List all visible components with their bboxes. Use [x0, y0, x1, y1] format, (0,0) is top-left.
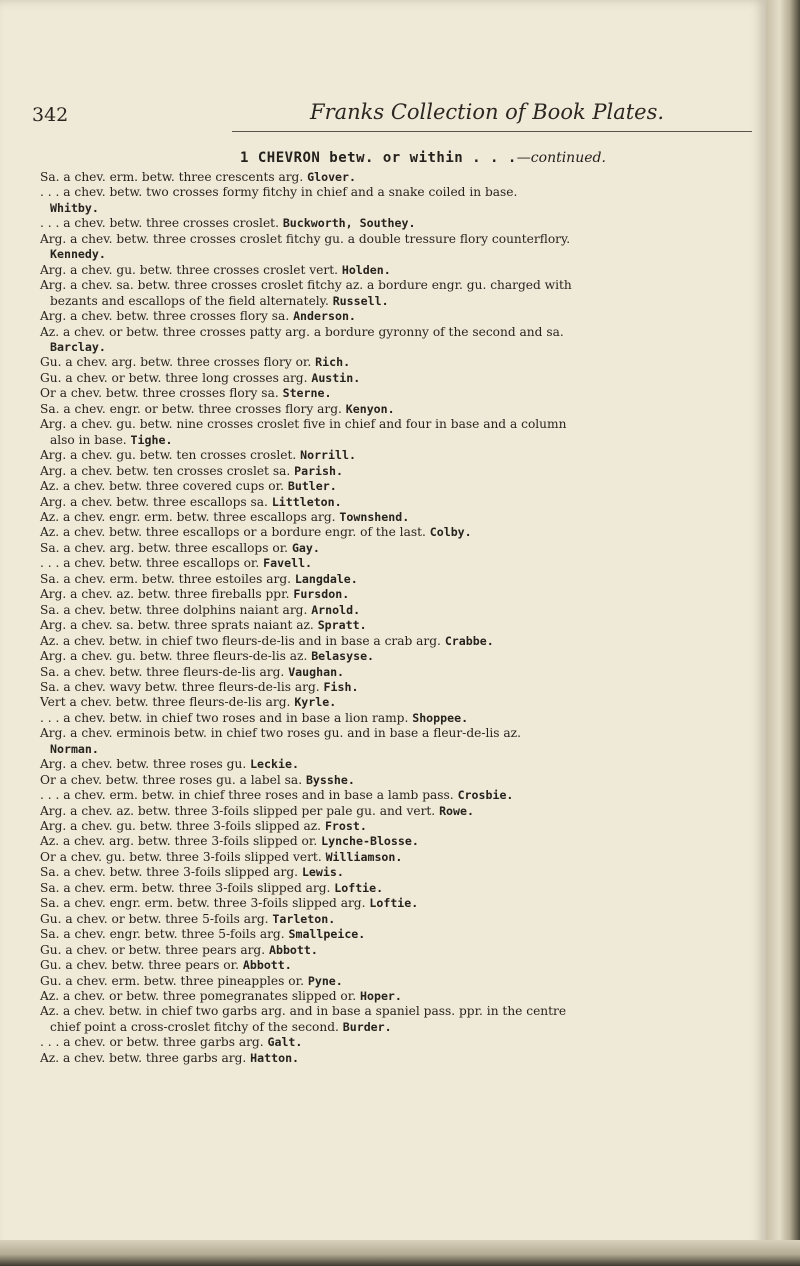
entry-name: Colby. — [429, 525, 472, 540]
entry-name: Favell. — [263, 556, 313, 571]
entry-blazon: Sa. a chev. engr. erm. betw. three 3-foils slipped arg. — [40, 896, 366, 911]
entry-name: Butler. — [287, 479, 337, 494]
entry-name: Bysshe. — [305, 772, 355, 787]
entry-blazon: Vert a chev. betw. three fleurs-de-lis arg. — [40, 695, 291, 710]
list-item — [40, 788, 758, 803]
entry-name: Rowe. — [439, 803, 474, 818]
entry-continuation — [40, 1020, 758, 1035]
entry-blazon: . . . a chev. or betw. three garbs arg. — [40, 1035, 264, 1050]
entry-name: Gay. — [291, 540, 320, 555]
entry-name: Lewis. — [301, 865, 344, 880]
entry-blazon: Gu. a chev. erm. betw. three pineapples or. — [40, 973, 304, 988]
entry-name: Rich. — [315, 355, 351, 370]
entry-blazon: Arg. a chev. betw. ten crosses croslet sa. — [40, 463, 291, 478]
list-item — [40, 263, 758, 278]
entry-name: Austin. — [311, 370, 361, 385]
entry-blazon: Or a chev. betw. three crosses flory sa. — [40, 386, 279, 401]
list-item — [40, 603, 758, 618]
entry-name: Crabbe. — [444, 633, 494, 648]
entry-blazon: . . . a chev. betw. three escallops or. — [40, 556, 260, 571]
entry-name: Buckworth, Southey. — [282, 216, 416, 231]
list-item — [40, 402, 758, 417]
entry-blazon-continued: chief point a cross-croslet fitchy of the second. — [50, 1019, 339, 1034]
entry-blazon: . . . a chev. betw. three crosses croslet. — [40, 216, 279, 231]
list-item — [40, 309, 758, 324]
entry-blazon: Arg. a chev. az. betw. three 3-foils slipped per pale gu. and vert. — [40, 803, 436, 818]
entry-blazon: Arg. a chev. gu. betw. three fleurs-de-lis az. — [40, 649, 308, 664]
entry-blazon: . . . a chev. betw. in chief two roses and in base a lion ramp. — [40, 710, 409, 725]
list-item — [40, 232, 758, 263]
list-item — [40, 1035, 758, 1050]
list-item — [40, 974, 758, 989]
list-item — [40, 278, 758, 309]
entry-continuation — [40, 433, 758, 448]
list-item — [40, 541, 758, 556]
entry-name: Arnold. — [311, 602, 361, 617]
entry-name: Norrill. — [300, 448, 356, 463]
entry-blazon: Az. a chev. betw. three escallops or a bordure engr. of the last. — [40, 525, 426, 540]
entry-continuation — [40, 340, 758, 355]
entry-name: Parish. — [294, 463, 343, 478]
list-item — [40, 556, 758, 571]
entry-blazon: Az. a chev. betw. three garbs arg. — [40, 1050, 247, 1065]
entry-blazon: Arg. a chev. sa. betw. three crosses croslet fitchy az. a bordure engr. gu. charged with — [40, 278, 572, 293]
list-item — [40, 386, 758, 401]
entry-blazon: Arg. a chev. betw. three crosses flory sa. — [40, 309, 290, 324]
entry-name: Sterne. — [282, 386, 332, 401]
entry-list — [40, 170, 758, 1066]
entry-blazon: Arg. a chev. betw. three roses gu. — [40, 757, 247, 772]
entry-name: Anderson. — [293, 309, 356, 324]
entry-blazon: Arg. a chev. gu. betw. nine crosses croslet five in chief and four in base and a column — [40, 417, 567, 432]
entry-blazon: Az. a chev. engr. erm. betw. three escallops arg. — [40, 509, 336, 524]
entry-name: Vaughan. — [288, 664, 345, 679]
list-item — [40, 912, 758, 927]
entry-blazon: Gu. a chev. or betw. three 5-foils arg. — [40, 911, 269, 926]
entry-blazon: Gu. a chev. arg. betw. three crosses flory or. — [40, 355, 312, 370]
list-item — [40, 695, 758, 710]
list-item — [40, 525, 758, 540]
entry-continuation — [40, 294, 758, 309]
entry-blazon-continued: bezants and escallops of the field alternately. — [50, 293, 329, 308]
entry-blazon: Sa. a chev. erm. betw. three 3-foils slipped arg. — [40, 880, 331, 895]
entry-name: Hatton. — [250, 1050, 300, 1065]
entry-name: Frost. — [324, 819, 367, 834]
list-item — [40, 371, 758, 386]
list-item — [40, 850, 758, 865]
list-item — [40, 649, 758, 664]
entry-name: Tighe. — [130, 432, 173, 447]
list-item — [40, 510, 758, 525]
entry-continuation — [40, 742, 758, 757]
list-item — [40, 479, 758, 494]
list-item — [40, 216, 758, 231]
list-item — [40, 1004, 758, 1035]
entry-name: Lynche-Blosse. — [321, 834, 419, 849]
list-item — [40, 587, 758, 602]
entry-continuation — [40, 201, 758, 216]
entry-blazon: Or a chev. gu. betw. three 3-foils slipped vert. — [40, 849, 322, 864]
entry-name: Williamson. — [325, 849, 403, 864]
entry-name: Russell. — [332, 293, 389, 308]
entry-blazon: Sa. a chev. betw. three 3-foils slipped arg. — [40, 865, 299, 880]
entry-blazon: Gu. a chev. or betw. three pears arg. — [40, 942, 266, 957]
page-edge-right — [766, 0, 800, 1266]
running-title: Franks Collection of Book Plates. — [310, 100, 665, 124]
list-item — [40, 355, 758, 370]
entry-blazon: Arg. a chev. betw. three escallops sa. — [40, 494, 268, 509]
entry-blazon: Or a chev. betw. three roses gu. a label sa. — [40, 772, 303, 787]
entry-blazon: Gu. a chev. betw. three pears or. — [40, 958, 239, 973]
entry-blazon: Sa. a chev. betw. three dolphins naiant arg. — [40, 602, 308, 617]
entry-name: Abbott. — [268, 942, 318, 957]
entry-blazon: Az. a chev. betw. three covered cups or. — [40, 479, 284, 494]
entry-name: Burder. — [342, 1019, 392, 1034]
entry-name: Spratt. — [317, 618, 367, 633]
entry-blazon: Sa. a chev. erm. betw. three estoiles arg. — [40, 571, 292, 586]
entry-blazon: Az. a chev. betw. in chief two fleurs-de-lis and in base a crab arg. — [40, 633, 441, 648]
entry-name: Whitby. — [50, 200, 99, 215]
section-heading — [240, 150, 606, 166]
entry-name: Belasyse. — [311, 649, 375, 664]
list-item — [40, 819, 758, 834]
list-item — [40, 495, 758, 510]
entry-blazon: Az. a chev. or betw. three crosses patty arg. a bordure gyronny of the second and sa. — [40, 324, 564, 339]
entry-name: Holden. — [341, 262, 391, 277]
entry-name: Townshend. — [339, 509, 410, 524]
entry-name: Shoppee. — [412, 710, 469, 725]
entry-name: Kennedy. — [50, 247, 106, 262]
list-item — [40, 865, 758, 880]
list-item — [40, 572, 758, 587]
entry-name: Kenyon. — [345, 401, 395, 416]
list-item — [40, 665, 758, 680]
entry-name: Loftie. — [334, 880, 384, 895]
list-item — [40, 958, 758, 973]
entry-name: Barclay. — [50, 339, 106, 354]
entry-blazon: Sa. a chev. engr. or betw. three crosses flory arg. — [40, 401, 342, 416]
page-number: 342 — [32, 104, 69, 126]
header-rule — [232, 131, 752, 132]
list-item — [40, 634, 758, 649]
list-item — [40, 1051, 758, 1066]
list-item — [40, 464, 758, 479]
entry-name: Kyrle. — [294, 695, 337, 710]
entry-blazon: Gu. a chev. or betw. three long crosses arg. — [40, 370, 308, 385]
list-item — [40, 896, 758, 911]
entry-blazon: Sa. a chev. engr. betw. three 5-foils arg. — [40, 927, 285, 942]
entry-blazon: . . . a chev. erm. betw. in chief three roses and in base a lamb pass. — [40, 788, 454, 803]
entry-blazon: Arg. a chev. gu. betw. ten crosses croslet. — [40, 448, 297, 463]
list-item — [40, 417, 758, 448]
entry-blazon: Arg. a chev. gu. betw. three 3-foils slipped az. — [40, 819, 322, 834]
entry-blazon: Sa. a chev. erm. betw. three crescents arg. — [40, 170, 304, 184]
entry-blazon-continued: also in base. — [50, 432, 127, 447]
entry-continuation — [40, 247, 758, 262]
entry-blazon: Az. a chev. betw. in chief two garbs arg. and in base a spaniel pass. ppr. in the centre — [40, 1004, 567, 1019]
entry-name: Littleton. — [271, 494, 342, 509]
entry-name: Leckie. — [250, 757, 299, 772]
list-item — [40, 757, 758, 772]
list-item — [40, 881, 758, 896]
section-heading-title: 1 CHEVRON betw. or within . . . — [240, 150, 517, 166]
page-header — [20, 100, 760, 130]
entry-blazon: . . . a chev. betw. two crosses formy fitchy in chief and a snake coiled in base. — [40, 185, 518, 200]
entry-blazon: Arg. a chev. sa. betw. three sprats naiant az. — [40, 618, 314, 633]
entry-blazon: Sa. a chev. arg. betw. three escallops or. — [40, 540, 289, 555]
list-item — [40, 618, 758, 633]
entry-name: Pyne. — [307, 973, 343, 988]
list-item — [40, 804, 758, 819]
entry-name: Smallpeice. — [288, 927, 366, 942]
entry-blazon: Az. a chev. or betw. three pomegranates slipped or. — [40, 989, 357, 1004]
entry-name: Hoper. — [360, 989, 402, 1004]
entry-blazon: Arg. a chev. gu. betw. three crosses croslet vert. — [40, 262, 338, 277]
entry-name: Tarleton. — [272, 911, 336, 926]
entry-name: Crosbie. — [457, 788, 514, 803]
list-item — [40, 943, 758, 958]
list-item — [40, 989, 758, 1004]
entry-name: Abbott. — [242, 958, 292, 973]
list-item — [40, 834, 758, 849]
entry-blazon: Arg. a chev. az. betw. three fireballs ppr. — [40, 587, 290, 602]
entry-name: Norman. — [50, 741, 99, 756]
entry-blazon: Arg. a chev. erminois betw. in chief two roses gu. and in base a fleur-de-lis az. — [40, 726, 521, 741]
section-heading-continued: —continued. — [516, 150, 606, 166]
entry-blazon: Sa. a chev. wavy betw. three fleurs-de-lis arg. — [40, 679, 320, 694]
entry-name: Galt. — [267, 1035, 303, 1050]
list-item — [40, 325, 758, 356]
entry-blazon: Az. a chev. arg. betw. three 3-foils slipped or. — [40, 834, 318, 849]
entry-name: Fursdon. — [293, 587, 350, 602]
list-item — [40, 711, 758, 726]
entry-blazon: Arg. a chev. betw. three crosses croslet fitchy gu. a double tressure flory counterflory. — [40, 231, 571, 246]
list-item — [40, 185, 758, 216]
list-item — [40, 726, 758, 757]
entry-name: Glover. — [307, 170, 356, 184]
list-item — [40, 680, 758, 695]
entry-name: Loftie. — [369, 896, 419, 911]
list-item — [40, 448, 758, 463]
list-item — [40, 170, 758, 185]
entry-name: Fish. — [323, 679, 359, 694]
entry-blazon: Sa. a chev. betw. three fleurs-de-lis arg. — [40, 664, 285, 679]
list-item — [40, 773, 758, 788]
list-item — [40, 927, 758, 942]
page-edge-bottom — [0, 1240, 800, 1266]
entry-name: Langdale. — [294, 571, 358, 586]
